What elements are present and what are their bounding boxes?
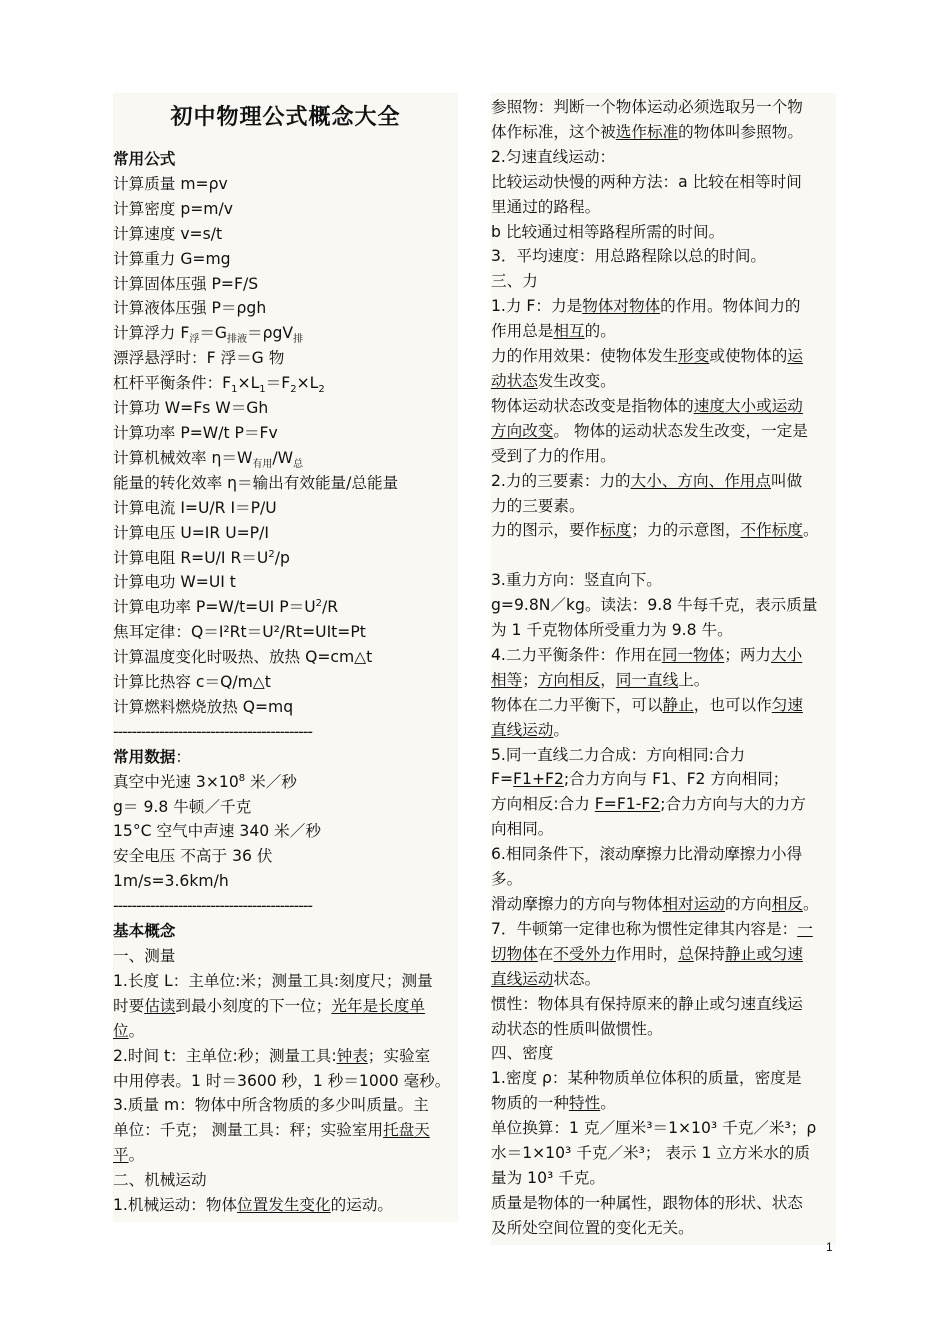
text-segment: ;合力方向与大的力方	[660, 795, 806, 814]
left-column	[113, 93, 458, 1222]
text-segment: 3.重力方向：竖直向下。	[491, 571, 662, 590]
text-line	[491, 867, 836, 892]
text-line	[113, 595, 458, 620]
underlined-term: 大小、方向、作用点	[630, 471, 771, 490]
text-segment: 4.二力平衡条件：作用在	[491, 645, 662, 664]
text-segment: 的。	[584, 322, 616, 341]
text-segment: 作用总是	[491, 322, 554, 341]
text-line	[113, 296, 458, 321]
underlined-term: 静止或匀速	[725, 944, 803, 963]
text-line	[491, 419, 836, 444]
text-segment: 质量是物体的一种属性，跟物体的形状、状态	[491, 1193, 803, 1212]
text-segment: 计算比热容 c＝Q/m△t	[113, 673, 271, 692]
text-segment: 发生改变。	[537, 371, 616, 390]
text-segment: 叫做	[771, 471, 803, 490]
text-segment: 及所处空间位置的变化无关。	[491, 1218, 694, 1237]
text-line	[491, 394, 836, 419]
text-line	[491, 1091, 836, 1116]
underlined-term: 标度	[600, 521, 632, 540]
text-segment: 状态。	[553, 969, 601, 988]
text-line	[491, 842, 836, 867]
text-segment: 水＝1×10³ 千克／米³； 表示 1 立方米水的质	[491, 1144, 810, 1163]
text-segment: 计算功 W=Fs W＝Gh	[113, 399, 269, 418]
text-segment: 计算电压 U=IR U=P/I	[113, 523, 269, 542]
text-segment: 3．平均速度：用总路程除以总的时间。	[491, 247, 767, 266]
text-segment: 计算液体压强 P＝ρgh	[113, 299, 267, 318]
text-segment: 力的作用效果：使物体发生	[491, 347, 679, 366]
text-line	[113, 969, 458, 994]
text-segment: ＝G	[199, 324, 227, 343]
text-segment: 多。	[491, 870, 523, 889]
subscript: 1	[231, 384, 238, 396]
section-heading	[113, 147, 458, 172]
underlined-term: 直线运动	[491, 720, 554, 739]
text-segment: ；实验室	[367, 1046, 431, 1065]
text-segment: 计算机械效率 η＝W	[113, 448, 253, 467]
text-segment: -------------------------------------------	[113, 897, 312, 916]
text-segment: 安全电压 不高于 36 伏	[113, 847, 273, 866]
text-line	[491, 992, 836, 1017]
text-segment: 2.匀速直线运动：	[491, 147, 616, 166]
text-segment: ＝F	[265, 374, 291, 393]
text-segment: 计算电功率 P=W/t=UI P＝U	[113, 598, 316, 617]
underlined-term: 特性	[568, 1094, 601, 1113]
text-segment: 能量的转化效率 η＝输出有效能量/总能量	[113, 473, 399, 492]
text-line	[491, 95, 836, 120]
text-line	[113, 546, 458, 571]
text-segment: 真空中光速 3×10	[113, 772, 239, 791]
text-segment: 1.力 F：力是	[491, 297, 583, 316]
text-segment: b 比较通过相等路程所需的时间。	[491, 222, 725, 241]
text-segment: 体作标准，这个被	[491, 122, 616, 141]
text-segment: 焦耳定律：Q＝I²Rt＝U²/Rt=UIt=Pt	[113, 623, 366, 642]
text-line	[491, 244, 836, 269]
text-segment: 。	[802, 521, 819, 540]
underlined-term: 位	[113, 1021, 129, 1040]
underlined-term: 相反	[771, 894, 803, 913]
text-segment: 计算电流 I=U/R I＝P/U	[113, 498, 277, 517]
subscript: 有用	[252, 458, 273, 470]
underlined-term: 切物体	[491, 944, 538, 963]
underlined-term: 相对运动	[662, 894, 725, 913]
text-line	[491, 344, 836, 369]
text-line	[491, 1191, 836, 1216]
text-line	[113, 819, 458, 844]
text-line	[113, 944, 458, 969]
text-segment: 常用公式	[113, 150, 176, 168]
underlined-term: 运	[787, 347, 803, 366]
text-segment: 。	[128, 1021, 145, 1040]
text-segment: 米／秒	[245, 772, 297, 791]
subscript: 1	[259, 384, 266, 396]
text-line	[113, 770, 458, 795]
underlined-term: 估读	[144, 996, 176, 1015]
text-segment: 杠杆平衡条件：F	[113, 374, 232, 393]
text-line	[491, 1141, 836, 1166]
text-segment: 的物体叫参照物。	[678, 122, 803, 141]
text-line	[491, 718, 836, 743]
text-segment: 到最小刻度的下一位；	[175, 996, 332, 1015]
text-segment: 作用时，	[615, 944, 679, 963]
underlined-term: 物体对物体	[582, 297, 661, 316]
subscript: 2	[318, 384, 325, 396]
text-segment: ；力的示意图，	[631, 521, 741, 540]
subscript: 2	[290, 384, 297, 396]
underlined-term: 形变	[678, 347, 710, 366]
text-line	[491, 792, 836, 817]
text-line	[491, 1116, 836, 1141]
separator-line	[113, 720, 458, 745]
text-segment: ×L	[237, 374, 260, 393]
text-line	[113, 1044, 458, 1069]
superscript: 8	[238, 772, 246, 784]
text-line	[113, 197, 458, 222]
text-line	[491, 170, 836, 195]
text-line	[113, 172, 458, 197]
text-segment: 1.机械运动：物体	[113, 1196, 238, 1215]
text-line	[113, 994, 458, 1019]
text-segment: 三、力	[491, 272, 538, 291]
text-segment: 15°C 空气中声速 340 米／秒	[113, 822, 321, 841]
text-line	[491, 817, 836, 842]
underlined-term: 相互	[553, 322, 585, 341]
text-segment: 6.相同条件下，滚动摩擦力比滑动摩擦力小得	[491, 845, 803, 864]
text-segment: 物质的一种	[491, 1094, 569, 1113]
text-segment: 。	[128, 1146, 145, 1165]
subscript: 排液	[227, 334, 247, 346]
text-segment: 计算密度 p=m/v	[113, 199, 233, 218]
underlined-term: 不作标度	[740, 521, 803, 540]
text-line	[113, 496, 458, 521]
text-line	[113, 396, 458, 421]
text-line	[491, 145, 836, 170]
underlined-term: 一	[797, 919, 813, 938]
text-line	[113, 1093, 458, 1118]
text-segment: 里通过的路程。	[491, 197, 601, 216]
text-line	[491, 494, 836, 519]
text-line	[113, 321, 458, 346]
text-segment: 5.同一直线二力合成：方向相同:合力	[491, 745, 746, 764]
text-line	[491, 917, 836, 942]
text-line	[491, 568, 836, 593]
text-line	[491, 120, 836, 145]
text-segment: 单位换算：1 克／厘米³＝1×10³ 千克／米³；ρ	[491, 1119, 817, 1138]
text-segment: 物体运动状态改变是指物体的	[491, 396, 694, 415]
text-segment: 的运动。	[330, 1196, 394, 1215]
text-segment: /W	[272, 448, 294, 467]
text-segment: g=9.8N／kg。读法：9.8 牛每千克，表示质量	[491, 596, 818, 615]
section-heading	[113, 745, 458, 770]
underlined-term: F1+F2	[513, 770, 564, 789]
text-line	[491, 743, 836, 768]
document-title: 初中物理公式概念大全	[170, 105, 401, 130]
superscript: 2	[268, 548, 275, 560]
text-line	[491, 1017, 836, 1042]
section-heading	[113, 919, 458, 944]
underlined-term: 选作标准	[615, 122, 679, 141]
text-line	[113, 346, 458, 371]
text-line	[491, 618, 836, 643]
text-segment: 受到了力的作用。	[491, 446, 616, 465]
underlined-term: F=F1-F2	[594, 795, 661, 814]
text-segment: g＝ 9.8 牛顿／千克	[113, 797, 252, 816]
text-line	[491, 1041, 836, 1066]
text-line	[491, 195, 836, 220]
text-segment: ×L	[296, 374, 319, 393]
text-segment: 上。	[678, 670, 710, 689]
text-line	[113, 570, 458, 595]
text-line	[113, 247, 458, 272]
text-segment: 或使物体的	[709, 347, 788, 366]
underlined-term: 静止	[662, 695, 694, 714]
text-segment: 3.质量 m：物体中所含物质的多少叫质量。主	[113, 1096, 429, 1115]
text-segment: 。	[553, 720, 569, 739]
underlined-term: 光年是长度单	[331, 996, 425, 1015]
text-line	[491, 892, 836, 917]
underlined-term: 同一直线	[615, 670, 679, 689]
text-segment: 计算速度 v=s/t	[113, 224, 223, 243]
text-segment: 物体在二力平衡下，可以	[491, 695, 663, 714]
text-segment: ：	[175, 747, 191, 766]
text-segment: 计算浮力 F	[113, 324, 190, 343]
underlined-term: 大小	[771, 645, 803, 664]
text-segment: 基本概念	[113, 922, 176, 941]
text-line	[113, 869, 458, 894]
underlined-term: 钟表	[336, 1046, 368, 1065]
text-line	[491, 269, 836, 294]
text-segment: ，也可以作	[693, 695, 772, 714]
text-segment: 1.长度 L：主单位:米；测量工具:刻度尺；测量	[113, 971, 433, 990]
text-segment: 惯性：物体具有保持原来的静止或匀速直线运	[491, 994, 803, 1013]
text-segment: 漂浮悬浮时：F 浮＝G 物	[113, 349, 285, 368]
text-line	[113, 521, 458, 546]
text-segment: 二、机械运动	[113, 1171, 207, 1190]
text-segment: -------------------------------------------	[113, 722, 312, 741]
text-line	[113, 795, 458, 820]
text-segment: 计算功率 P=W/t P＝Fv	[113, 423, 278, 442]
text-line	[491, 369, 836, 394]
text-line	[491, 1166, 836, 1191]
text-line	[491, 469, 836, 494]
text-segment: 单位：千克； 测量工具：秤；实验室用	[113, 1121, 384, 1140]
text-segment: 参照物：判断一个物体运动必须选取另一个物	[491, 98, 803, 116]
text-line	[491, 593, 836, 618]
blank-line	[491, 543, 836, 568]
text-segment: 保持	[693, 944, 725, 963]
text-segment: 计算固体压强 P=F/S	[113, 274, 259, 293]
text-line	[113, 1143, 458, 1168]
text-line	[113, 371, 458, 396]
text-segment: 力的三要素。	[491, 496, 585, 515]
text-segment: 计算电阻 R=U/I R＝U	[113, 548, 269, 567]
text-line	[113, 620, 458, 645]
text-segment: 2.时间 t：主单位:秒；测量工具:	[113, 1046, 337, 1065]
underlined-term: 总	[678, 944, 694, 963]
page-number: 1	[826, 1240, 833, 1254]
underlined-term: 同一物体	[661, 645, 725, 664]
text-line	[491, 942, 836, 967]
underlined-term: 直线运动	[491, 969, 554, 988]
text-segment: 计算重力 G=mg	[113, 249, 231, 268]
text-segment: 1m/s=3.6km/h	[113, 872, 229, 891]
text-segment: 动状态的性质叫做惯性。	[491, 1019, 663, 1038]
underlined-term: 速度大小或运动	[693, 396, 803, 415]
text-segment: 。	[600, 1094, 616, 1113]
text-line	[113, 272, 458, 297]
text-segment: 在	[537, 944, 554, 963]
underlined-term: 方向相反	[537, 670, 601, 689]
underlined-term: 不受外力	[553, 944, 616, 963]
text-segment: 常用数据	[113, 747, 176, 766]
text-line	[491, 518, 836, 543]
text-segment: 比较运动快慢的两种方法：a 比较在相等时间	[491, 172, 802, 191]
text-line	[491, 444, 836, 469]
text-line	[491, 220, 836, 245]
text-segment: 向相同。	[491, 820, 554, 839]
text-line	[113, 446, 458, 471]
text-line	[113, 695, 458, 720]
text-segment: 中用停表。1 时＝3600 秒，1 秒＝1000 毫秒。	[113, 1071, 451, 1090]
text-line	[113, 670, 458, 695]
text-line	[491, 1216, 836, 1241]
underlined-term: 方向改变	[491, 421, 554, 440]
text-segment: 计算电功 W=UI t	[113, 573, 236, 592]
text-line	[491, 1066, 836, 1091]
text-segment: 。 物体的运动状态发生改变，一定是	[553, 421, 808, 440]
text-line	[113, 1019, 458, 1044]
underlined-term: 相等	[491, 670, 523, 689]
text-segment: ;合力方向与 F1、F2 方向相同；	[563, 770, 789, 789]
superscript: 2	[315, 598, 323, 610]
text-segment: 计算质量 m=ρv	[113, 174, 228, 193]
text-line	[113, 1168, 458, 1193]
text-line	[491, 319, 836, 344]
text-line	[491, 643, 836, 668]
subscript: 总	[293, 458, 304, 470]
right-column	[491, 93, 836, 1245]
text-segment: ；两力	[724, 645, 772, 664]
text-line	[113, 471, 458, 496]
text-line	[491, 693, 836, 718]
underlined-term: 动状态	[491, 371, 538, 390]
text-line	[491, 668, 836, 693]
text-segment: F=	[491, 770, 514, 789]
text-segment: 力的图示，要作	[491, 521, 601, 540]
text-segment: 7．牛顿第一定律也称为惯性定律其内容是：	[491, 919, 798, 938]
text-segment: 计算温度变化时吸热、放热 Q=cm△t	[113, 648, 373, 667]
subscript: 排	[293, 334, 304, 346]
text-line	[491, 294, 836, 319]
underlined-term: 托盘天	[383, 1121, 430, 1140]
text-line	[113, 222, 458, 247]
text-segment: 四、密度	[491, 1044, 554, 1063]
text-segment: ，	[600, 670, 616, 689]
text-line	[491, 967, 836, 992]
text-segment: /p	[274, 548, 290, 567]
subscript: 浮	[189, 334, 200, 346]
text-segment: 。	[802, 894, 819, 913]
text-line	[491, 767, 836, 792]
text-segment: 的方向	[724, 894, 772, 913]
text-segment: 1.密度 ρ：某种物质单位体积的质量，密度是	[491, 1069, 802, 1088]
text-segment: 2.力的三要素：力的	[491, 471, 631, 490]
text-line	[113, 421, 458, 446]
text-line	[113, 844, 458, 869]
text-segment: 一、测量	[113, 947, 176, 965]
text-segment: 为 1 千克物体所受重力为 9.8 牛。	[491, 621, 733, 640]
underlined-term: 平	[113, 1146, 129, 1165]
text-segment: /R	[322, 598, 339, 617]
text-segment: 量为 10³ 千克。	[491, 1168, 605, 1187]
text-segment: 计算燃料燃烧放热 Q=mq	[113, 697, 294, 716]
text-segment: ＝ρgV	[247, 324, 294, 343]
text-line	[113, 645, 458, 670]
text-segment: ；	[522, 670, 538, 689]
text-line	[113, 1118, 458, 1143]
text-segment: 滑动摩擦力的方向与物体	[491, 894, 663, 913]
separator-line	[113, 894, 458, 919]
underlined-term: 位置发生变化	[237, 1196, 331, 1215]
text-line	[113, 1069, 458, 1094]
text-segment: 时要	[113, 996, 145, 1015]
text-segment: 的作用。物体间力的	[660, 297, 801, 316]
underlined-term: 匀速	[771, 695, 803, 714]
text-line	[113, 1193, 458, 1218]
text-segment: 方向相反:合力	[491, 795, 595, 814]
